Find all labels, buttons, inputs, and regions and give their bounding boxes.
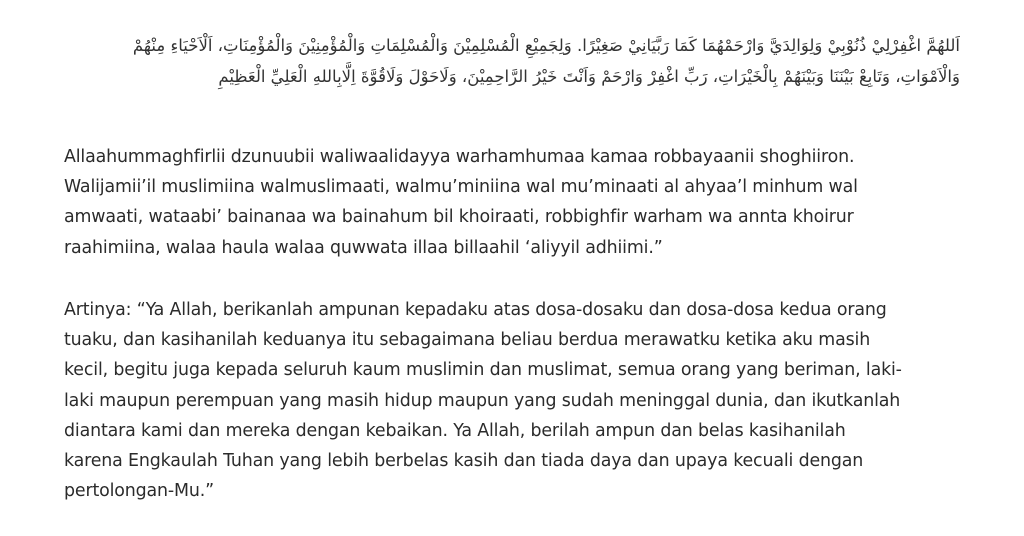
transliteration-line: Walijamii’il muslimiina walmuslimaati, walmu’miniina wal mu’minaati al ahyaa’l minhum wal [64, 177, 858, 198]
translation-line: pertolongan-Mu.” [64, 481, 214, 502]
arabic-prayer-text [64, 30, 960, 92]
translation-line: diantara kami dan mereka dengan kebaikan. Ya Allah, berilah ampun dan belas kasihanilah [64, 420, 846, 441]
translation-paragraph [64, 295, 964, 506]
transliteration-line: amwaati, wataabi’ bainanaa wa bainahum bil khoiraati, robbighfir warham wa annta khoirur [64, 207, 854, 228]
translation-line: tuaku, dan kasihanilah keduanya itu sebagaimana beliau berdua merawatku ketika aku masih [64, 330, 871, 351]
transliteration-line: Allaahummaghfirlii dzunuubii waliwaalidayya warhamhumaa kamaa robbayaanii shoghiiron. [64, 147, 855, 167]
translation-line: karena Engkaulah Tuhan yang lebih berbelas kasih dan tiada daya dan upaya kecuali dengan [64, 451, 864, 472]
transliteration-line: raahimiina, walaa haula walaa quwwata illaa billaahil ‘aliyyil adhiimi.” [64, 237, 663, 258]
translation-line: Artinya: “Ya Allah, berikanlah ampunan kepadaku atas dosa-dosaku dan dosa-dosa kedua orang [64, 300, 887, 320]
translation-line: laki maupun perempuan yang masih hidup maupun yang sudah meninggal dunia, dan ikutkanlah [64, 390, 901, 411]
transliteration-paragraph [64, 142, 964, 263]
arabic-line: اَللهُمَّ اغْفِرْلِيْ ذُنُوْبِيْ وَلِوَالِدَيَّ وَارْحَمْهُمَا كَمَا رَبَّيَانِيْ صَغِيْرًا. وَلِجَمِيْعِ الْمُسْلِمِيْنَ وَالْمُسْلِمَاتِ وَالْمُؤْمِنِيْنَ وَالْمُؤْمِنَاتِ، اَلْاَحْيَاءِ مِنْهُمْ [132, 36, 960, 55]
translation-line: kecil, begitu juga kepada seluruh kaum muslimin dan muslimat, semua orang yang beriman, laki- [64, 360, 902, 381]
arabic-line: وَالْاَمْوَاتِ، وَتَابِعْ بَيْنَنَا وَبَيْنَهُمْ بِالْخَيْرَاتِ، رَبِّ اغْفِرْ وَارْحَمْ وَاَنْتَ خَيْرُ الرَّاحِمِيْنَ، وَلَاحَوْلَ وَلَاقُوَّةَ اِلَّابِاللهِ الْعَلِيِّ الْعَظِيْمِ [218, 67, 960, 86]
